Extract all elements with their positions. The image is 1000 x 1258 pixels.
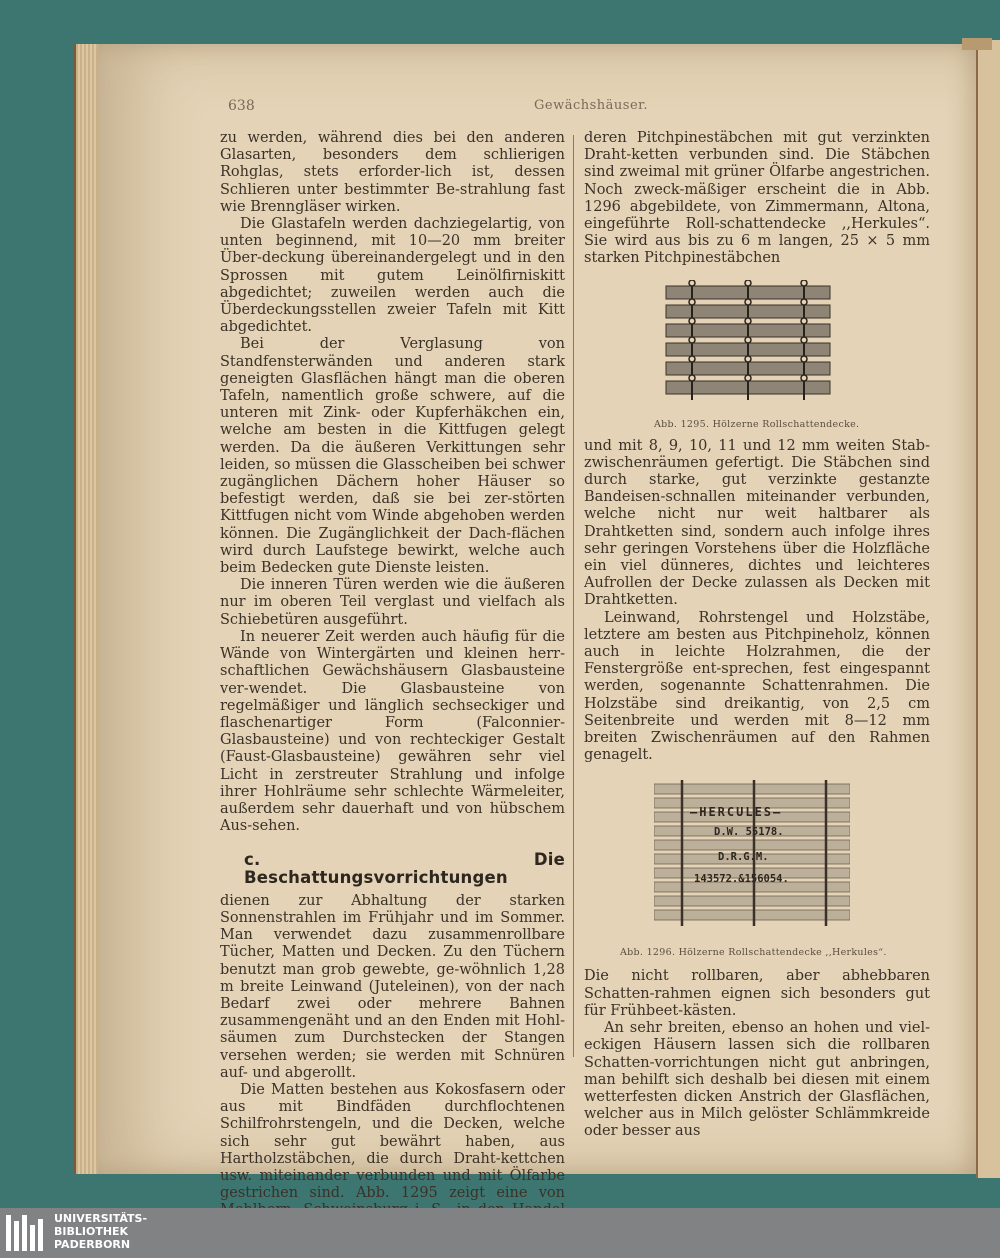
paragraph: Die nicht rollbaren, aber abhebbaren Schatten-rahmen eignen sich besonders gut für Frühbeet-kästen.	[584, 968, 930, 1019]
figure-caption: Abb. 1295. Hölzerne Rollschattendecke.	[654, 418, 860, 430]
figure-caption: Abb. 1296. Hölzerne Rollschattendecke ,,Herkules“.	[620, 947, 887, 959]
paragraph: zu werden, während dies bei den anderen Glasarten, besonders dem schlierigen Rohglas, stets erforder-lich ist, dessen Schlieren unter bestimmter Be-strahlung fast wie Brenngläser wirken.	[220, 130, 565, 215]
paragraph: dienen zur Abhaltung der starken Sonnenstrahlen im Frühjahr und im Sommer. Man verwendet dazu zusammenrollbare Tücher, Matten und Decken. Zu den Tüchern benutzt man grob gewebte, ge-wöhnlich 1,28 m breite Leinwand (Juteleinen), von der nach Bedarf zwei oder mehrere Bahnen zusammengenäht und an den Enden mit Hohl-säumen zum Durchstecken der Stangen versehen werden; sie werden mit Schnüren auf- und abgerollt.	[220, 892, 565, 1081]
footer-bar	[0, 1208, 1000, 1258]
paragraph: Die inneren Türen werden wie die äußeren nur im oberen Teil verglast und vielfach als Schiebetüren ausgeführt.	[220, 577, 565, 628]
paragraph: In neuerer Zeit werden auch häufig für die Wände von Wintergärten und kleinen herr-schaftlichen Gewächshäusern Glasbausteine ver-wendet. Die Glasbausteine von regelmäßiger und länglich sechseckiger und flaschenartiger Form (Falconnier-Glasbausteine) und von rechteckiger Gestalt (Faust-Glasbausteine) gewähren sehr viel Licht in zerstreuter Strahlung und infolge ihrer Hohlräume sehr schlechte Wärmeleiter, außerdem sehr dauerhaft und von hübschem Aus-sehen.	[220, 628, 565, 835]
paragraph: Die Glastafeln werden dachziegelartig, von unten beginnend, mit 10—20 mm breiter Über-deckung übereinandergelegt und in den Sprossen mit gutem Leinölfirniskitt abgedichtet; zuweilen werden auch die Überdeckungsstellen zweier Tafeln mit Kitt abgedichtet.	[220, 216, 565, 336]
paragraph: An sehr breiten, ebenso an hohen und viel-eckigen Häusern lassen sich die rollbaren Schatten-vorrichtungen nicht gut anbringen, man behilft sich deshalb bei diesen mit einem wetterfesten dicken Anstrich der Glasflächen, welcher aus in Milch gelöster Schlämmkreide oder besser aus	[584, 1020, 930, 1140]
library-logo-icon	[4, 1211, 48, 1255]
stamp-text: 143572.&156054.	[694, 873, 789, 886]
bookmark-ribbon	[962, 38, 992, 50]
library-name-line: BIBLIOTHEK	[54, 1225, 129, 1238]
roll-shade-illustration	[664, 280, 834, 402]
stamp-text: D.R.G.M.	[718, 851, 769, 864]
paragraph: deren Pitchpinestäbchen mit gut verzinkten Draht-ketten verbunden sind. Die Stäbchen sind zweimal mit grüner Ölfarbe angestrichen. Noch zweck-mäßiger erscheint die in Abb. 1296 abgebildete, von Zimmermann, Altona, eingeführte Roll-schattendecke ,,Herkules“. Sie wird aus bis zu 6 m langen, 25 × 5 mm starken Pitchpinestäbchen	[584, 130, 930, 267]
paragraph: und mit 8, 9, 10, 11 und 12 mm weiten Stab-zwischenräumen gefertigt. Die Stäbchen sind durch starke, gut verzinkte gestanzte Bandeisen-schnallen miteinander verbunden, welche nicht nur weit haltbarer als Drahtketten sind, sondern auch infolge ihres sehr geringen Vorstehens über die Holzfläche ein viel dünneres, dichtes und leichteres Aufrollen der Decke zulassen als Decken mit Drahtketten.	[584, 437, 930, 609]
column-divider	[573, 135, 574, 1057]
library-name-line: UNIVERSITÄTS-	[54, 1212, 148, 1225]
page-number: 638	[228, 98, 255, 114]
stamp-text: D.W. 55178.	[714, 826, 784, 839]
section-heading: c. Die Beschattungsvorrichtungen	[244, 850, 565, 887]
herkules-shade-illustration	[654, 780, 850, 934]
figure-1296	[584, 776, 930, 960]
figure-1295	[584, 280, 930, 430]
paragraph: Bei der Verglasung von Standfensterwänden und anderen stark geneigten Glasflächen hängt man die oberen Tafeln, namentlich große schwere, auf die unteren mit Zink- oder Kupferhäkchen ein, welche am besten in die Kittfugen gelegt werden. Da die äußeren Verkittungen sehr leiden, so müssen die Glasscheiben bei schwer zugänglichen Dächern hoher Häuser so befestigt werden, daß sie bei zer-störten Kittfugen nicht vom Winde abgehoben werden können. Die Zugänglichkeit der Dach-flächen wird durch Laufstege bewirkt, welche auch beim Bedecken gute Dienste leisten.	[220, 336, 565, 577]
book-page-edges	[74, 44, 100, 1174]
library-name	[54, 1212, 147, 1251]
right-column	[584, 130, 930, 1141]
left-column	[220, 130, 565, 1254]
paragraph: Die Matten bestehen aus Kokosfasern oder aus mit Bindfäden durchflochtenen Schilfrohrstengeln, und die Decken, welche sich sehr gut bewährt haben, aus Hartholzstäbchen, die durch Draht-kettchen usw. miteinander verbunden und mit Ölfarbe gestrichen sind. Abb. 1295 zeigt eine von	[220, 1081, 565, 1202]
library-name-line: PADERBORN	[54, 1238, 131, 1251]
paragraph: Leinwand, Rohrstengel und Holzstäbe, letztere am besten aus Pitchpineholz, können auch in leichte Holzrahmen, die der Fenstergröße ent-sprechen, fest eingespannt werden, sogenannte Schattenrahmen. Die Holzstäbe sind dreikantig, von 2,5 cm Seitenbreite und werden mit 8—12 mm breiten Zwischenräumen auf den Rahmen genagelt.	[584, 609, 930, 764]
running-title: Gewächshäuser.	[534, 98, 649, 113]
stamp-text: —HERCULES—	[690, 805, 783, 820]
next-page-edge	[976, 40, 1000, 1178]
